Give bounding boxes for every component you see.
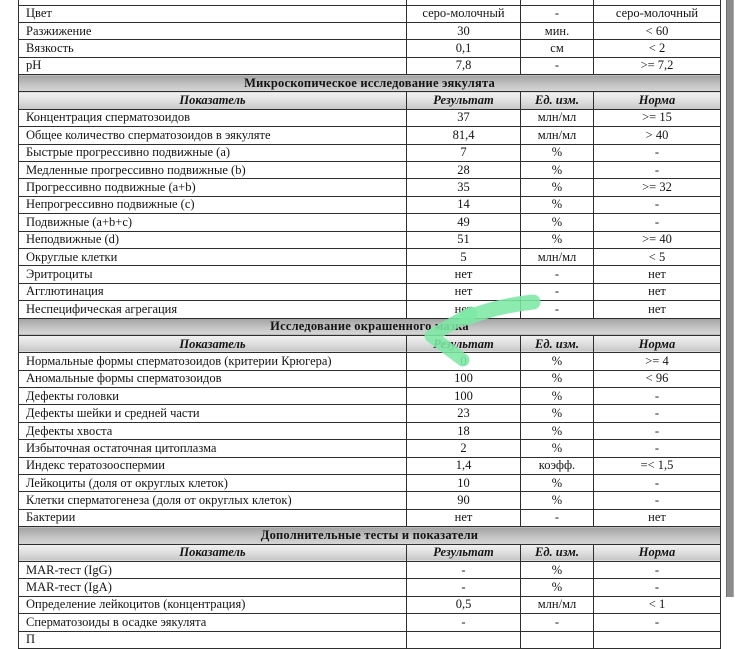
unit-cell: % xyxy=(521,579,594,596)
norm-cell: < 5 xyxy=(594,248,721,265)
table-row xyxy=(19,614,721,631)
indicator-cell: Эритроциты xyxy=(19,266,407,283)
result-cell: 5 xyxy=(407,248,521,265)
indicator-cell: Разжижение xyxy=(19,22,407,39)
norm-cell: - xyxy=(594,562,721,579)
unit-cell: % xyxy=(521,231,594,248)
table-row xyxy=(19,5,721,22)
unit-cell: млн/мл xyxy=(521,109,594,126)
table-row xyxy=(19,388,721,405)
indicator-cell: Лейкоциты (доля от округлых клеток) xyxy=(19,475,407,492)
norm-cell: - xyxy=(594,475,721,492)
norm-cell xyxy=(594,631,721,648)
unit-cell: % xyxy=(521,162,594,179)
results-table xyxy=(18,0,721,649)
indicator-cell: Неспецифическая агрегация xyxy=(19,301,407,318)
result-cell: - xyxy=(407,614,521,631)
result-cell: нет xyxy=(407,266,521,283)
section-band xyxy=(19,75,721,92)
col-header-unit: Ед. изм. xyxy=(521,335,594,352)
results-table-body xyxy=(19,0,721,648)
col-header-indicator: Показатель xyxy=(19,335,407,352)
unit-cell: % xyxy=(521,562,594,579)
table-row xyxy=(19,214,721,231)
norm-cell: - xyxy=(594,579,721,596)
norm-cell: - xyxy=(594,614,721,631)
indicator-cell: Аномальные формы сперматозоидов xyxy=(19,370,407,387)
unit-cell: - xyxy=(521,283,594,300)
indicator-cell: Бактерии xyxy=(19,509,407,526)
indicator-cell: П xyxy=(19,631,407,648)
table-row xyxy=(19,353,721,370)
indicator-cell: Индекс тератозооспермии xyxy=(19,457,407,474)
indicator-cell: Дефекты хвоста xyxy=(19,422,407,439)
indicator-cell: Неподвижные (d) xyxy=(19,231,407,248)
indicator-cell: Общее количество сперматозоидов в эякуляте xyxy=(19,127,407,144)
result-cell: 35 xyxy=(407,179,521,196)
norm-cell: - xyxy=(594,440,721,457)
indicator-cell: Избыточная остаточная цитоплазма xyxy=(19,440,407,457)
result-cell: 30 xyxy=(407,22,521,39)
unit-cell: % xyxy=(521,214,594,231)
table-row xyxy=(19,40,721,57)
table-row xyxy=(19,248,721,265)
unit-cell: млн/мл xyxy=(521,248,594,265)
result-cell: 90 xyxy=(407,492,521,509)
table-row xyxy=(19,509,721,526)
indicator-cell: Нормальные формы сперматозоидов (критерии Крюгера) xyxy=(19,353,407,370)
unit-cell: % xyxy=(521,370,594,387)
norm-cell: >= 15 xyxy=(594,109,721,126)
result-cell: 7,8 xyxy=(407,57,521,74)
table-row xyxy=(19,301,721,318)
norm-cell: < 2 xyxy=(594,40,721,57)
norm-cell: - xyxy=(594,144,721,161)
unit-cell: % xyxy=(521,179,594,196)
indicator-cell: Быстрые прогрессивно подвижные (a) xyxy=(19,144,407,161)
unit-cell: % xyxy=(521,353,594,370)
unit-cell: % xyxy=(521,475,594,492)
col-header-unit: Ед. изм. xyxy=(521,92,594,109)
table-row xyxy=(19,266,721,283)
unit-cell: % xyxy=(521,388,594,405)
indicator-cell: Подвижные (a+b+c) xyxy=(19,214,407,231)
unit-cell: % xyxy=(521,405,594,422)
norm-cell: нет xyxy=(594,301,721,318)
unit-cell: млн/мл xyxy=(521,596,594,613)
norm-cell: >= 7,2 xyxy=(594,57,721,74)
result-cell: 37 xyxy=(407,109,521,126)
col-header-indicator: Показатель xyxy=(19,92,407,109)
table-row xyxy=(19,231,721,248)
indicator-cell: MAR-тест (IgG) xyxy=(19,562,407,579)
indicator-cell: Дефекты головки xyxy=(19,388,407,405)
indicator-cell: Клетки сперматогенеза (доля от округлых клеток) xyxy=(19,492,407,509)
table-row xyxy=(19,579,721,596)
table-row xyxy=(19,492,721,509)
col-header-indicator: Показатель xyxy=(19,544,407,561)
unit-cell: - xyxy=(521,614,594,631)
unit-cell: см xyxy=(521,40,594,57)
table-row xyxy=(19,562,721,579)
col-header-unit: Ед. изм. xyxy=(521,544,594,561)
col-header-norm: Норма xyxy=(594,92,721,109)
col-header-norm: Норма xyxy=(594,335,721,352)
table-row xyxy=(19,440,721,457)
norm-cell: - xyxy=(594,196,721,213)
unit-cell: % xyxy=(521,144,594,161)
result-cell: 49 xyxy=(407,214,521,231)
unit-cell: % xyxy=(521,422,594,439)
result-cell: 28 xyxy=(407,162,521,179)
norm-cell: - xyxy=(594,214,721,231)
indicator-cell: Определение лейкоцитов (концентрация) xyxy=(19,596,407,613)
result-cell: - xyxy=(407,579,521,596)
table-row xyxy=(19,179,721,196)
indicator-cell: Концентрация сперматозоидов xyxy=(19,109,407,126)
table-row xyxy=(19,144,721,161)
table-row xyxy=(19,422,721,439)
norm-cell: > 40 xyxy=(594,127,721,144)
indicator-cell: Непрогрессивно подвижные (c) xyxy=(19,196,407,213)
result-cell: 10 xyxy=(407,475,521,492)
result-cell: 0,1 xyxy=(407,40,521,57)
result-cell: 18 xyxy=(407,422,521,439)
table-row xyxy=(19,196,721,213)
norm-cell: - xyxy=(594,492,721,509)
col-header-norm: Норма xyxy=(594,544,721,561)
col-header-result: Результат xyxy=(407,92,521,109)
unit-cell: % xyxy=(521,196,594,213)
unit-cell: коэфф. xyxy=(521,457,594,474)
table-row xyxy=(19,457,721,474)
table-row xyxy=(19,370,721,387)
section-band xyxy=(19,318,721,335)
unit-cell: - xyxy=(521,5,594,22)
norm-cell: - xyxy=(594,162,721,179)
norm-cell: >= 32 xyxy=(594,179,721,196)
norm-cell: - xyxy=(594,422,721,439)
result-cell: - xyxy=(407,562,521,579)
result-cell xyxy=(407,631,521,648)
section-title: Дополнительные тесты и показатели xyxy=(19,527,721,544)
indicator-cell: Округлые клетки xyxy=(19,248,407,265)
norm-cell: >= 40 xyxy=(594,231,721,248)
indicator-cell: Агглютинация xyxy=(19,283,407,300)
clipped-row-bottom xyxy=(19,631,721,648)
table-row xyxy=(19,596,721,613)
norm-cell: - xyxy=(594,405,721,422)
norm-cell: нет xyxy=(594,266,721,283)
result-cell: нет xyxy=(407,509,521,526)
unit-cell: % xyxy=(521,492,594,509)
result-cell: 0 xyxy=(407,353,521,370)
result-cell: 2 xyxy=(407,440,521,457)
section-title: Микроскопическое исследование эякулята xyxy=(19,75,721,92)
unit-cell: - xyxy=(521,301,594,318)
table-row xyxy=(19,109,721,126)
unit-cell: - xyxy=(521,509,594,526)
section-band xyxy=(19,527,721,544)
norm-cell: < 96 xyxy=(594,370,721,387)
result-cell: нет xyxy=(407,283,521,300)
norm-cell: < 60 xyxy=(594,22,721,39)
unit-cell: - xyxy=(521,57,594,74)
result-cell: 7 xyxy=(407,144,521,161)
table-row xyxy=(19,475,721,492)
result-cell: 100 xyxy=(407,370,521,387)
indicator-cell: Медленные прогрессивно подвижные (b) xyxy=(19,162,407,179)
indicator-cell: Дефекты шейки и средней части xyxy=(19,405,407,422)
col-header-result: Результат xyxy=(407,544,521,561)
norm-cell: =< 1,5 xyxy=(594,457,721,474)
indicator-cell: Сперматозоиды в осадке эякулята xyxy=(19,614,407,631)
unit-cell: % xyxy=(521,440,594,457)
indicator-cell: Прогрессивно подвижные (a+b) xyxy=(19,179,407,196)
table-row xyxy=(19,162,721,179)
result-cell: 14 xyxy=(407,196,521,213)
norm-cell: нет xyxy=(594,509,721,526)
col-header-result: Результат xyxy=(407,335,521,352)
table-row xyxy=(19,22,721,39)
unit-cell: мин. xyxy=(521,22,594,39)
result-cell: 51 xyxy=(407,231,521,248)
norm-cell: - xyxy=(594,388,721,405)
norm-cell: < 1 xyxy=(594,596,721,613)
indicator-cell: MAR-тест (IgA) xyxy=(19,579,407,596)
table-row xyxy=(19,127,721,144)
result-cell: 0,5 xyxy=(407,596,521,613)
unit-cell: млн/мл xyxy=(521,127,594,144)
norm-cell: >= 4 xyxy=(594,353,721,370)
table-row xyxy=(19,405,721,422)
norm-cell: серо-молочный xyxy=(594,5,721,22)
indicator-cell: Цвет xyxy=(19,5,407,22)
unit-cell: - xyxy=(521,266,594,283)
result-cell: 100 xyxy=(407,388,521,405)
unit-cell xyxy=(521,631,594,648)
table-row xyxy=(19,57,721,74)
result-cell: 81,4 xyxy=(407,127,521,144)
result-cell: 1,4 xyxy=(407,457,521,474)
right-page-edge xyxy=(726,0,734,597)
indicator-cell: pH xyxy=(19,57,407,74)
column-header-row xyxy=(19,335,721,352)
norm-cell: нет xyxy=(594,283,721,300)
column-header-row xyxy=(19,544,721,561)
result-cell: 23 xyxy=(407,405,521,422)
result-cell: нет xyxy=(407,301,521,318)
table-row xyxy=(19,283,721,300)
column-header-row xyxy=(19,92,721,109)
result-cell: серо-молочный xyxy=(407,5,521,22)
section-title: Исследование окрашенного мазка xyxy=(19,318,721,335)
indicator-cell: Вязкость xyxy=(19,40,407,57)
